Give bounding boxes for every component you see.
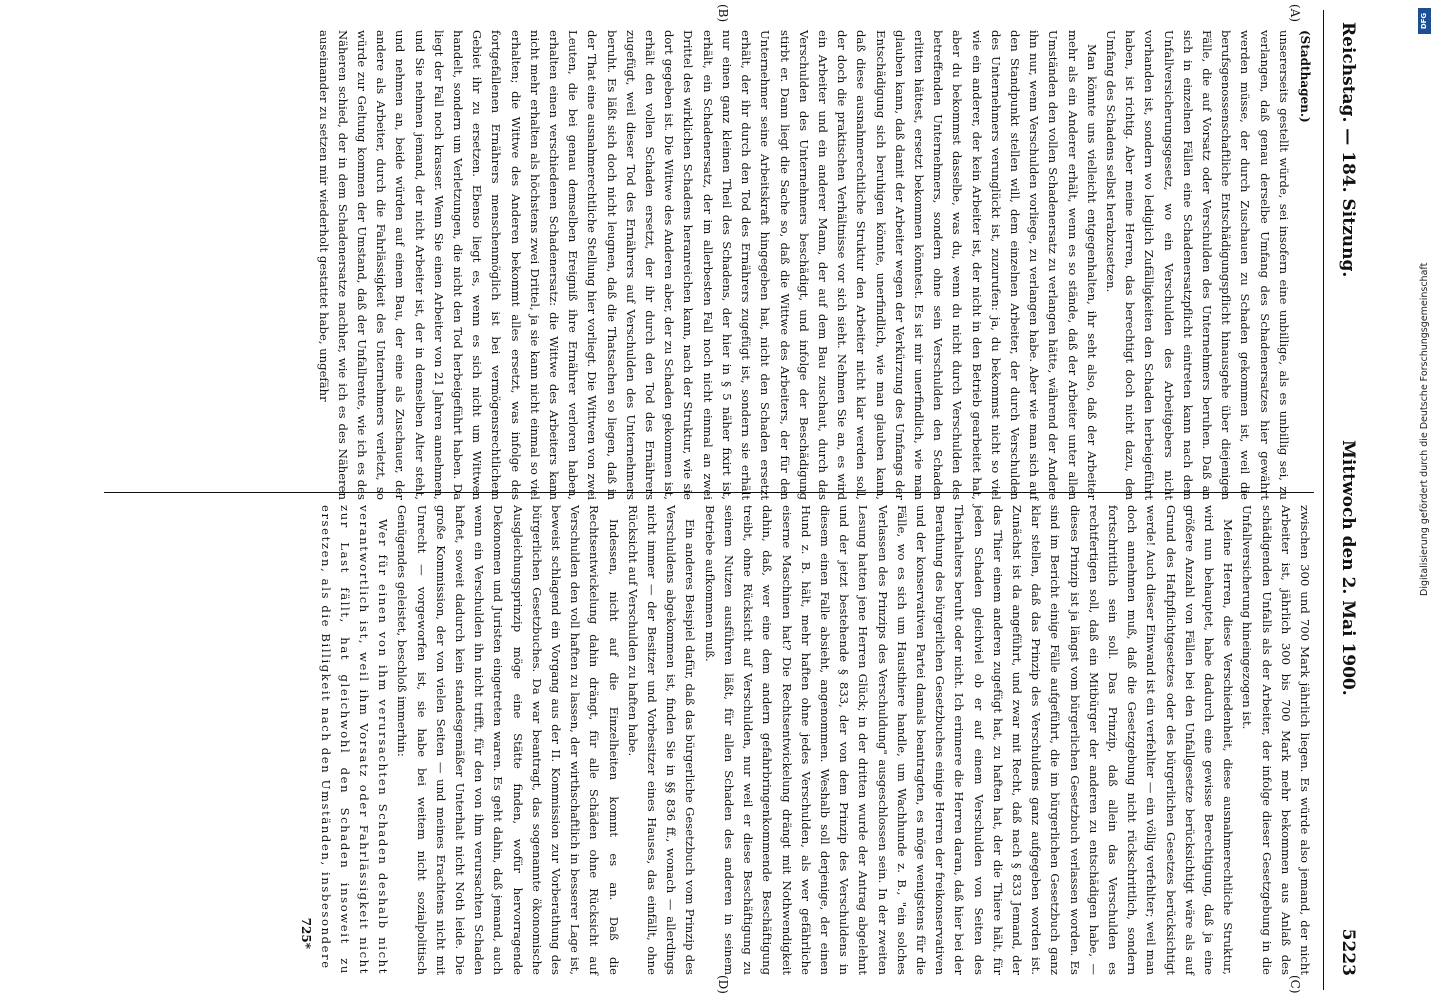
paragraph: Man könnte uns vielleicht entgegenhalten, ihr seht also, daß der Arbeiter mehr als ein Anderer erhält, wenn es so stände, daß der Arbeiter unter allen Umständen den vollen Schadenersatz zu verlangen hätte, während der Andere ihn nur, wenn Verschulden vorliege, zu verlangen habe. Aber wie man sich auf den Standpunkt stellen will, dem einzelnen Arbeiter, der durch Verschulden des Unternehmers verunglückt ist, zuzurufen: ja, du bekommst nicht so viel wie ein anderer, der kein Arbeiter ist, der nicht in den Betrieb gearbeitet hat, aber du bekommst dasselbe, was du, wenn du nicht durch Verschulden des betreffenden Unternehmers, sondern ohne sein Verschulden den Schaden erlitten hättest, ersetzt bekommen könntest. Es ist mir unerfindlich, wie man glauben kann, daß damit der Arbeiter wegen der Verkürzung des Umfangs der Entschädigung sich beruhigen könnte, unerfindlich, wie man glauben kann, daß diese ausnahmerechtliche Struktur den Arbeiter nicht klar werden soll, der doch die praktischen Verhältnisse vor sich sieht. Nehmen Sie an, es wird ein Arbeiter und ein anderer Mann, der auf dem Bau zuschaut, durch das Verschulden des Unternehmers beschädigt, und infolge der Beschädigung stirbt er. Dann liegt die Sache so, daß die Wittwe des Arbeiters, der für den Unternehmer seine Arbeitskraft hingegeben hat, nicht den Schaden ersetzt erhält, der ihr durch den Tod des Ernährers zugefügt ist, sondern sie erhält nur einen ganz kleinen Theil des Schadens, der hier in § 5 näher fixirt ist, erhält, ein Schadenersatz, der im allerbesten Fall noch nicht einmal an zwei Drittel des wirklichen Schadens heranreichen kann, nach der Struktur, wie sie dort gegeben ist. Die Wittwe des Anderen aber, der zu Schaden gekommen ist, erhält den vollen Schaden ersetzt, der ihr durch den Tod des Ernährers zugefügt, weil dieser Tod des Ernährers auf Verschulden des Unternehmers beruht. Es läßt sich doch nicht leugnen, daß die Thatsachen so liegen, daß in der That eine ausnahmerechtliche Stellung hier vorliegt. Die Wittwen von zwei Leuten, die bei genau demselben Ereigniß ihre Ernährer verloren haben, erhalten einen verschiedenen Schadenersatz: die Wittwe des Arbeiters kann nicht mehr erhalten als höchstens zwei Drittel, ja sie kann nicht einmal so viel erhalten; die Wittwe des Anderen bekommt alles ersetzt, was infolge des fortgefallenen Ernährers menschenmöglich ist bei vermögensrechtlichem Gebiet ihr zu ersetzen. Ebenso liegt es, wenn es sich nicht um Wittwen handelt, sondern um Verletzungen, die nicht den Tod herbeigeführt haben. Da liegt der Fall noch krasser. Wenn Sie einen Arbeiter von 21 Jahren annehmen, und Sie nehmen jemand, der nicht Arbeiter ist, der in demselben Alter steht, und nehmen an, beide würden auf einem Bau, der eine als Zuschauer, der andere als Arbeiter, durch die Fahrlässigkeit des Unternehmers verletzt, so würde zur Geltung kommen der Umstand, daß der Unfallrente, wie ich es des Näheren schied, der in dem Schadenersatze nachher, wie ich es des Näheren auseinander zu setzen mir wiederholt gestattet habe, ungefähr	[316, 30, 1099, 500]
paragraph: Meine Herren, diese Verschiedenheit, diese ausnahmerechtliche Struktur, wird nun behauptet, habe dadurch eine gewisse Berechtigung, daß ja eine größere Anzahl von Fällen bei den Unfallgesetze berücksichtigt wäre als auf Grund des Haftpflichtgesetzes oder des bürgerlichen Gesetzes berücksichtigt werde! Auch dieser Einwand ist ein verfehlter — ein völlig verfehlter; weil man doch annehmen muß, daß die Gesetzgebung nicht rückschrittlich, sondern fortschrittlich sein soll. Das Prinzip, daß allein das Verschulden es rechtfertigen soll, daß ein Mitbürger der anderen zu entschädigen habe, — dieses Prinzip ist ja längst vom bürgerlichen Gesetzbuch verlassen worden. Es sind im Bericht einige Fälle aufgeführt, die im bürgerlichen Gesetzbuch ganz klar stellen, daß das Prinzip des Verschuldens ganz aufgegeben worden ist. Zunächst ist da angeführt, und zwar mit Recht, daß nach § 833 Jemand, der das Thier einem anderen zugefügt hat, zu haften hat, der die Thiere hält, für jeden Schaden gleichviel ob er auf einem Verschulden von Seiten des Thierhalters beruht oder nicht. Ich erinnere die Herren daran, daß hier bei der Berathung des bürgerlichen Gesetzbuches einige Herren der freikonservativen und der konservativen Partei damals beantragten, es möge wenigstens für die Fälle, wo es sich um Hausthiere handle, um Wachhunde z. B., "ein solches Verlassen des Prinzips des Verschuldung" ausgeschlossen sein. In der zweiten Lesung hatten jene Herren Glück; in der dritten wurde der Antrag abgelehnt und der jetzt bestehende § 833, der von dem Prinzip des Verschuldens in diesem einen Falle absieht, angenommen. Weshalb soll derjenige, der einen Hund z. B. hält, mehr haften ohne jedes Verschulden, als wer gefährliche eiserne Maschinen hat? Die Rechtsentwickelung drängt mit Nothwendigkeit dahin, daß, wer eine dem andern gefahrbringenkommende Beschäftigung treibt, ohne Rücksicht auf Verschulden, nur weil er diese Beschäftigung zu seinem Nutzen ausführen läßt, für allen Schaden des anderen in seinem Betriebe aufkommen muß.	[702, 505, 1236, 975]
margin-locator-a: (A)	[1288, 4, 1302, 23]
digitization-credit	[1418, 8, 1428, 998]
header-rule	[1323, 10, 1324, 990]
column-divider	[104, 492, 1314, 493]
credit-text: Digitalisierung gefördert durch die Deutsche Forschungsgemeinschaft	[1419, 262, 1430, 596]
page-reference: 725*	[299, 917, 314, 949]
speaker-label: (Stadthagen.)	[1298, 30, 1312, 123]
paragraph: zwischen 300 und 700 Mark jährlich liegen. Es würde also jemand, der nicht Arbeiter ist, jährlich 300 bis 700 Mark mehr bekommen aus Anlaß des schädigenden Unfalls als der Arbeiter, der infolge dieser Gesetzgebung in die Unfallversicherung hineingezogen ist.	[1240, 505, 1312, 975]
margin-locator-c: (C)	[1288, 975, 1302, 994]
page-number: 5223	[1338, 928, 1358, 976]
paragraph: Ein anderes Beispiel dafür, daß das bürgerliche Gesetzbuch vom Prinzip des Verschuldens abgekommen ist, finden Sie in §§ 836 ff., wonach — allerdings nicht immer — der Besitzer und Vorbesitzer eines Hauses, das einfällt, ohne Rücksicht auf Verschulden zu haften habe.	[625, 505, 698, 975]
margin-locator-b: (B)	[716, 4, 730, 23]
paragraph: unsererseits gestellt würde, sei insofern eine unbillige, als es unbillig sei, zu verlangen, daß genau derselbe Umfang des Schadenersatzes hier gewährt werden müsse, der durch Zuschauen zu Schaden gekommen ist, weil die berufsgenossenschaftliche Entschädigungspflicht hinausgehe über diejenigen Fälle, die auf Vorsatz oder Verschulden des Unternehmers beruhen. Daß an sich in einzelnen Fällen eine Schadenersatzpflicht eintreten kann nach dem Unfallversicherungsgesetz, wo ein Verschulden des Arbeitgebers nicht vorhanden ist, sondern wo lediglich Zufälligkeiten den Schaden herbeigeführt haben, ist richtig. Aber meine Herren, das berechtigt doch nicht dazu, den Umfang des Schadens selbst herabzusetzen.	[1103, 30, 1291, 500]
quoted-resolution: Wer für einen von ihm verursachten Schaden deshalb nicht verantwortlich ist, weil ihm Vorsatz oder Fahrlässigkeit nicht zur Last fällt, hat gleichwohl den Schaden insoweit zu ersetzen, als die Billigkeit nach den Umständen, insbesondere	[318, 505, 391, 975]
header-session-title: Reichstag. — 184. Sitzung.	[1338, 22, 1358, 278]
header-date: Mittwoch den 2. Mai 1900.	[1338, 440, 1358, 696]
margin-locator-d: (D)	[716, 975, 730, 994]
dfg-badge-text: DFG	[1420, 12, 1429, 30]
page-header	[1330, 22, 1362, 982]
right-column	[296, 505, 1314, 975]
paragraph: Indessen, nicht auf die Einzelheiten kommt es an. Daß die Rechtsentwickelung dahin drängt, für alle Schäden ohne Rücksicht auf Verschulden den voll haften zu lassen, der wirthschaftlich in besserer Lage ist, beweist schlagend ein Vorgang aus der II. Kommission zur Vorberathung des bürgerlichen Gesetzbuches. Da war beantragt, das sogenannte ökonomische Ausgleichungsprinzip möge eine Stätte finden, wofür hervorragende Dekonomen und Juristen eingetreten waren. Es geht dahin, daß jemand, auch wenn ein Verschulden ihn nicht trifft, für den von ihm verursachten Schaden haftet, soweit dadurch kein standesgemäßer Unterhalt nicht Noth leide. Die große Kommission, der von vielen Seiten — und meines Erachtens nicht mit Unrecht — vorgeworfen ist, sie habe bei weitem nicht sozialpolitisch Genügendes geleistet, beschloß immerhin:	[395, 505, 621, 975]
document-page	[80, 0, 1410, 1000]
left-column	[313, 30, 1314, 500]
